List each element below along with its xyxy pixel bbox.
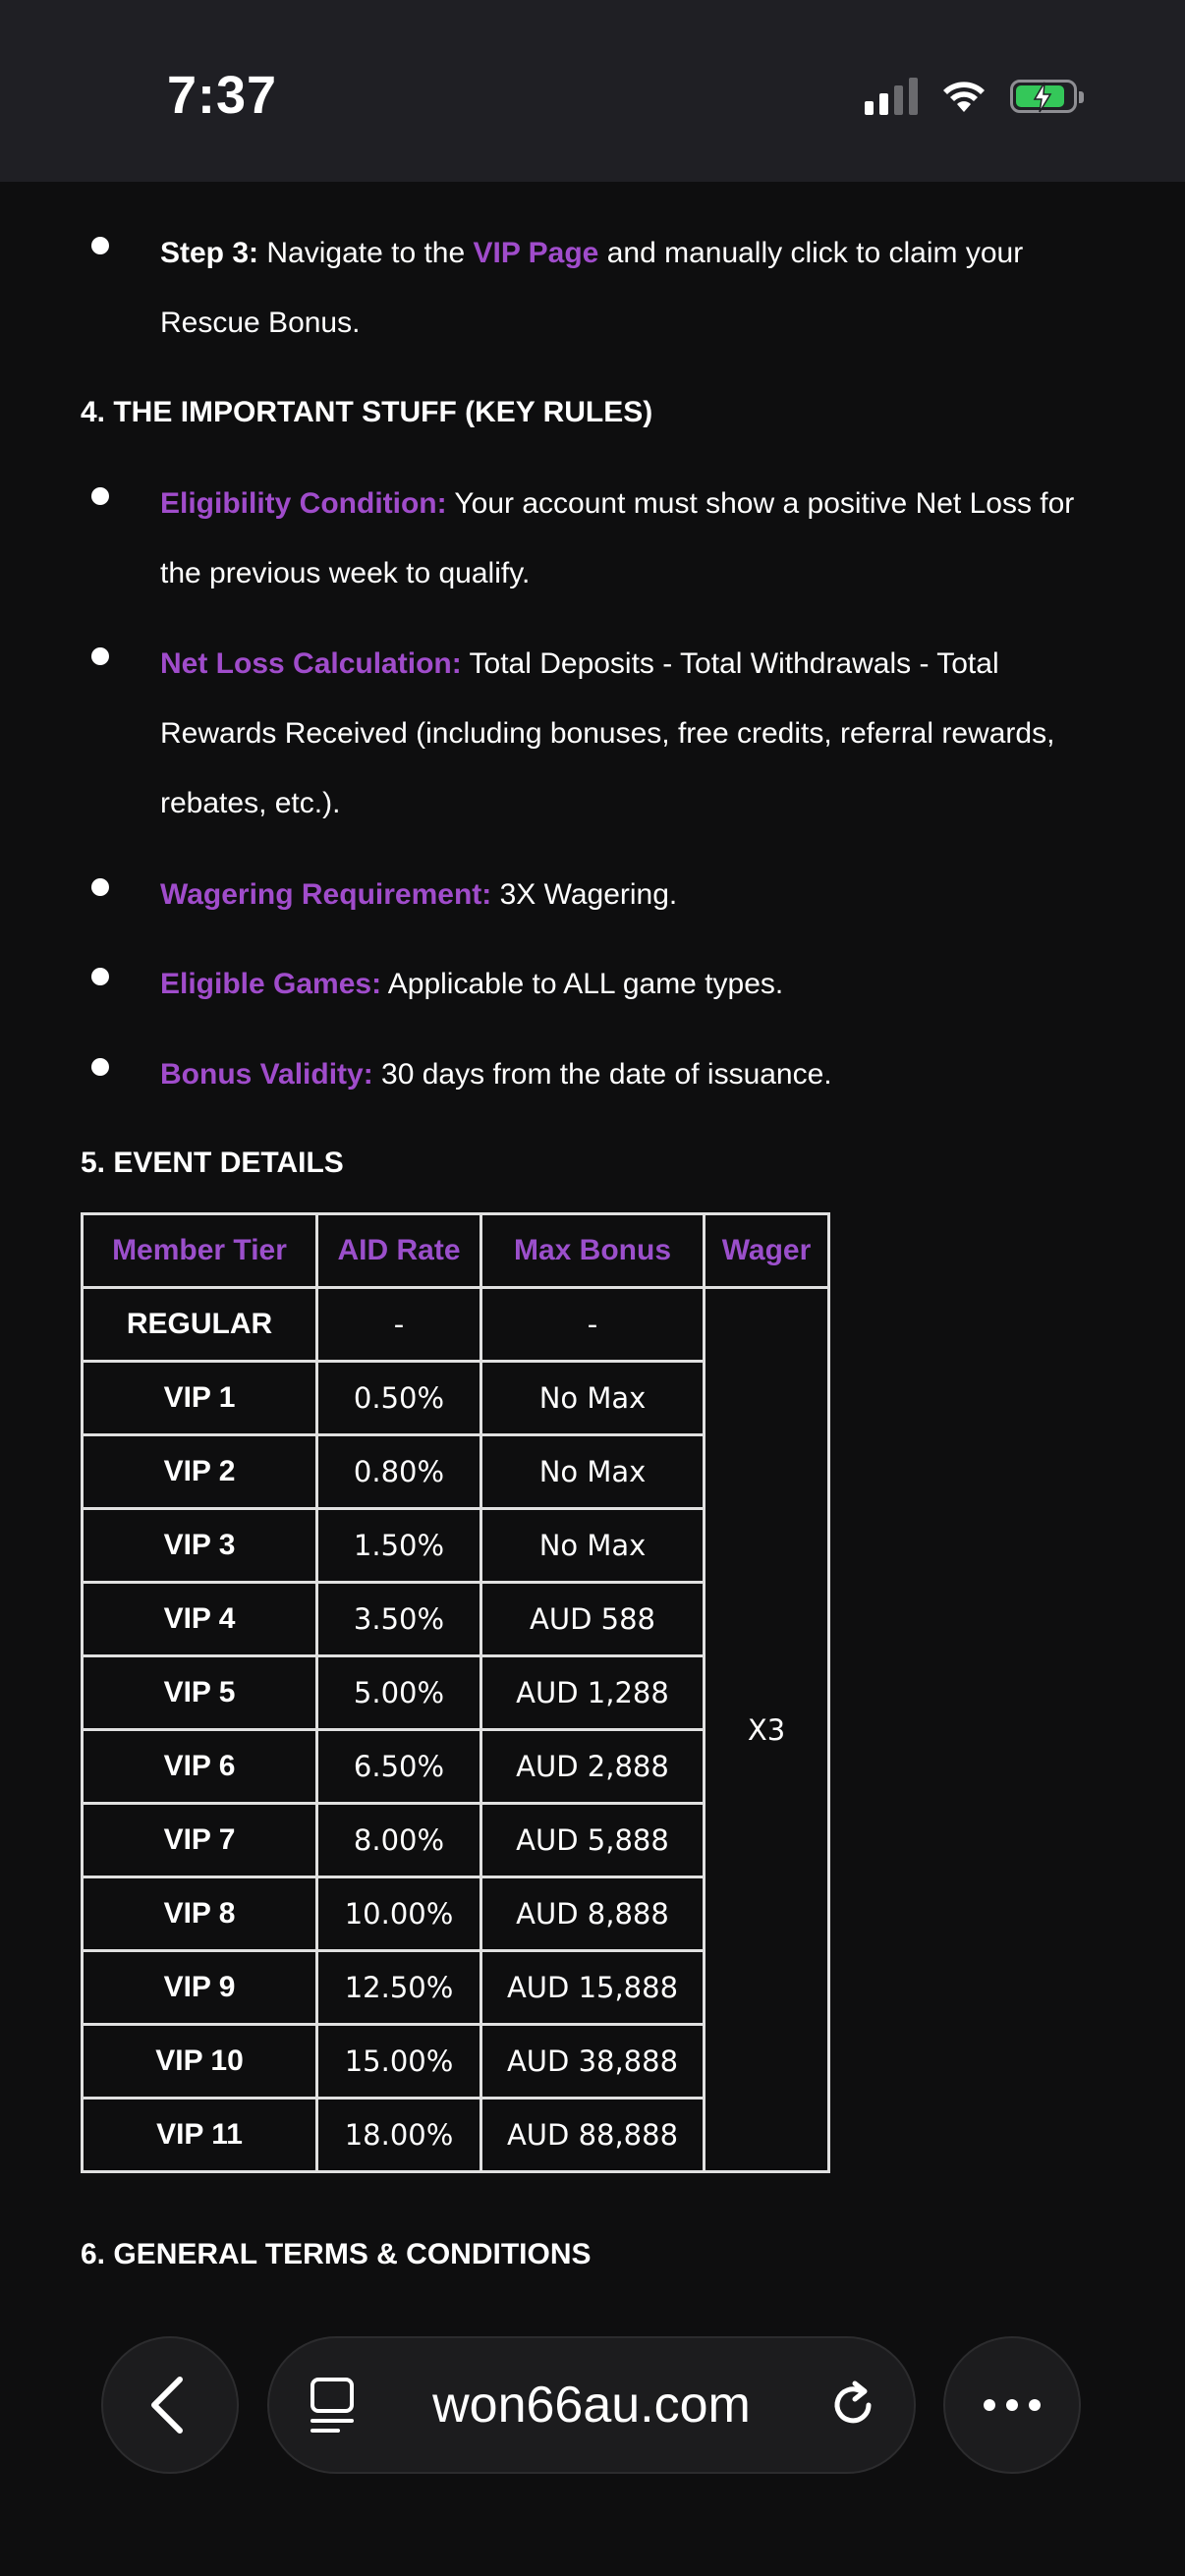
table-row — [83, 1288, 829, 1362]
tier-cell: VIP 7 — [83, 1804, 317, 1877]
max-bonus-cell: - — [481, 1288, 705, 1362]
table-header-row — [83, 1214, 829, 1288]
tier-cell: VIP 6 — [83, 1730, 317, 1804]
aid-rate-cell: 0.50% — [317, 1362, 481, 1435]
wifi-icon — [941, 79, 987, 114]
tier-cell: VIP 1 — [83, 1362, 317, 1435]
rule-text: Total Deposits - Total Withdrawals - Total Rewards Received (including bonuses, free credits, referral rewards, rebates, etc.). — [160, 647, 1055, 819]
wager-cell: X3 — [705, 1288, 829, 2172]
rule-label: Wagering Requirement: — [160, 878, 492, 911]
section-6-heading: 6. GENERAL TERMS & CONDITIONS — [81, 2238, 592, 2270]
tier-cell: VIP 4 — [83, 1583, 317, 1656]
rule-label: Eligibility Condition: — [160, 487, 447, 520]
max-bonus-cell: No Max — [481, 1509, 705, 1583]
rule-label: Bonus Validity: — [160, 1058, 373, 1091]
tier-cell: VIP 9 — [83, 1951, 317, 2025]
reload-icon[interactable] — [825, 2378, 880, 2433]
max-bonus-cell: AUD 88,888 — [481, 2099, 705, 2172]
max-bonus-cell: AUD 5,888 — [481, 1804, 705, 1877]
max-bonus-cell: AUD 2,888 — [481, 1730, 705, 1804]
bullet-dot — [91, 647, 109, 665]
tier-cell: VIP 8 — [83, 1877, 317, 1951]
rule-wagering — [160, 860, 1103, 929]
rule-text: Applicable to ALL game types. — [381, 968, 784, 1000]
status-icons — [865, 77, 1077, 116]
rule-bonus-validity — [160, 1039, 1103, 1109]
more-button[interactable] — [943, 2336, 1081, 2474]
bullet-dot — [91, 237, 109, 254]
tier-cell: VIP 5 — [83, 1656, 317, 1730]
event-details-table — [81, 1212, 830, 2173]
section-5-heading: 5. EVENT DETAILS — [81, 1147, 344, 1179]
section-4-heading: 4. THE IMPORTANT STUFF (KEY RULES) — [81, 396, 653, 428]
rule-eligible-games — [160, 949, 1103, 1019]
step-3-text — [160, 218, 1103, 358]
step-3-text-after: and manually click to claim your Rescue Bonus. — [160, 237, 1024, 339]
column-header-member-tier: Member Tier — [83, 1214, 317, 1288]
status-bar — [0, 0, 1185, 182]
battery-charging-icon — [1010, 80, 1077, 113]
aid-rate-cell: 1.50% — [317, 1509, 481, 1583]
rule-text: 30 days from the date of issuance. — [372, 1058, 832, 1091]
rule-text: 3X Wagering. — [491, 878, 678, 911]
status-time: 7:37 — [167, 66, 278, 125]
aid-rate-cell: 6.50% — [317, 1730, 481, 1804]
cellular-signal-icon — [865, 78, 918, 115]
step-3-label: Step 3: — [160, 237, 259, 269]
aid-rate-cell: 12.50% — [317, 1951, 481, 2025]
address-bar[interactable] — [267, 2336, 916, 2474]
rule-text: Your account must show a positive Net Loss for the previous week to qualify. — [160, 487, 1075, 589]
max-bonus-cell: No Max — [481, 1435, 705, 1509]
aid-rate-cell: 8.00% — [317, 1804, 481, 1877]
bullet-dot — [91, 487, 109, 505]
aid-rate-cell: - — [317, 1288, 481, 1362]
aid-rate-cell: 10.00% — [317, 1877, 481, 1951]
column-header-max-bonus: Max Bonus — [481, 1214, 705, 1288]
tier-cell: VIP 11 — [83, 2099, 317, 2172]
step-3-text-before: Navigate to the — [258, 237, 474, 269]
max-bonus-cell: AUD 588 — [481, 1583, 705, 1656]
max-bonus-cell: No Max — [481, 1362, 705, 1435]
max-bonus-cell: AUD 38,888 — [481, 2025, 705, 2099]
url-text: won66au.com — [432, 2377, 751, 2434]
aid-rate-cell: 18.00% — [317, 2099, 481, 2172]
back-chevron-icon — [101, 2336, 239, 2474]
tier-cell: VIP 2 — [83, 1435, 317, 1509]
bullet-dot — [91, 878, 109, 896]
rule-eligibility — [160, 469, 1103, 608]
tier-cell: VIP 10 — [83, 2025, 317, 2099]
column-header-wager: Wager — [705, 1214, 829, 1288]
rule-net-loss — [160, 629, 1103, 838]
aid-rate-cell: 5.00% — [317, 1656, 481, 1730]
more-icon — [943, 2336, 1081, 2474]
vip-page-link[interactable]: VIP Page — [473, 237, 599, 269]
tier-cell: REGULAR — [83, 1288, 317, 1362]
aid-rate-cell: 15.00% — [317, 2025, 481, 2099]
rule-label: Net Loss Calculation: — [160, 647, 462, 680]
bullet-dot — [91, 1058, 109, 1076]
max-bonus-cell: AUD 8,888 — [481, 1877, 705, 1951]
max-bonus-cell: AUD 15,888 — [481, 1951, 705, 2025]
tier-cell: VIP 3 — [83, 1509, 317, 1583]
max-bonus-cell: AUD 1,288 — [481, 1656, 705, 1730]
aid-rate-cell: 3.50% — [317, 1583, 481, 1656]
bullet-dot — [91, 968, 109, 985]
aid-rate-cell: 0.80% — [317, 1435, 481, 1509]
rule-label: Eligible Games: — [160, 968, 382, 1000]
back-button[interactable] — [101, 2336, 239, 2474]
browser-toolbar — [0, 2309, 1185, 2576]
column-header-aid-rate: AID Rate — [317, 1214, 481, 1288]
